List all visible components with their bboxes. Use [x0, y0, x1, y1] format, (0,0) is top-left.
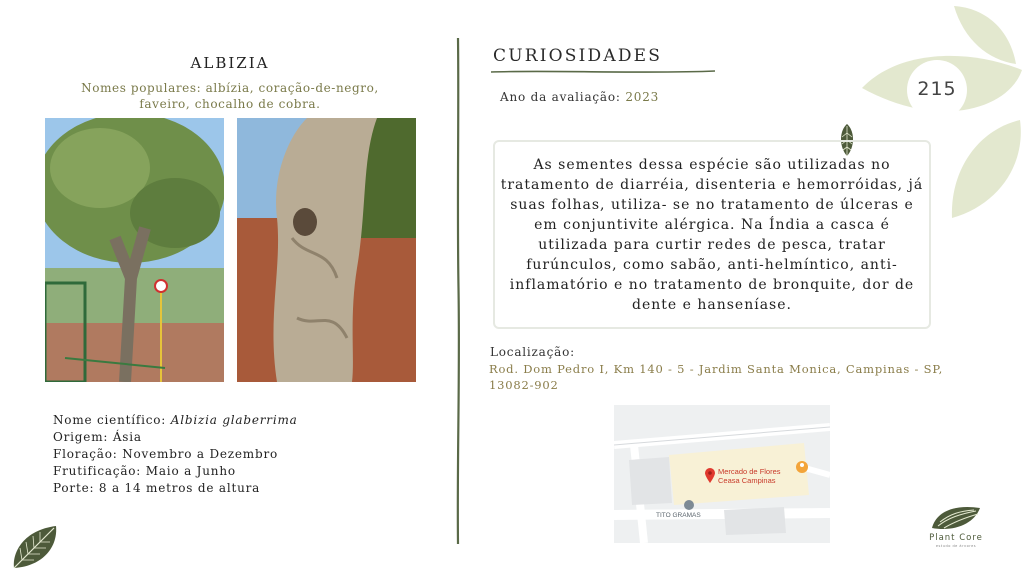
plant-core-logo — [930, 502, 982, 532]
page-number: 215 — [917, 78, 957, 100]
map-pin-icon — [705, 468, 715, 483]
location-address: Rod. Dom Pedro I, Km 140 - 5 - Jardim Santa Monica, Campinas - SP, 13082-902 — [489, 362, 944, 392]
brand-tagline: estudo de árvores — [935, 544, 977, 548]
origin: Origem: Ásia — [53, 430, 142, 444]
location-label: Localização: — [490, 345, 575, 359]
popular-names: Nomes populares: albízia, coração-de-negro, faveiro, chocalho de cobra. — [81, 81, 379, 111]
curiosities-title: CURIOSIDADES — [493, 46, 663, 66]
location-map[interactable] — [614, 405, 830, 543]
title-underline — [491, 68, 715, 76]
evaluation-year: Ano da avaliação: 2023 — [500, 90, 660, 104]
size: Porte: 8 a 14 metros de altura — [53, 481, 261, 495]
fruiting: Frutificação: Maio a Junho — [53, 464, 236, 478]
map-nearby-label: TITO GRAMAS — [656, 512, 701, 519]
scientific-name: Nome científico: Albizia glaberrima — [53, 413, 298, 427]
map-place-label: Mercado de Flores Ceasa Campinas — [718, 467, 781, 485]
species-title: ALBIZIA — [190, 54, 270, 72]
brand-name: Plant Core — [929, 533, 983, 543]
flowering: Floração: Novembro a Dezembro — [53, 447, 279, 461]
curiosities-text: As sementes dessa espécie são utilizadas no tratamento de diarréia, disenteria e hemorróidas, já suas folhas, utiliza- se no tratamento de úlceras e em conjuntivite alérgica. Na Índia a casca é utilizada para curtir redes de pesca, tratar furúnculos, como sabão, anti-helmíntico, anti-inflamatório e no tratamento de bronquite, dor de dente e hanseníase. — [500, 157, 924, 313]
species-facts — [53, 412, 298, 497]
leaf-icon — [10, 522, 60, 572]
column-divider — [454, 38, 462, 544]
trunk-photo — [237, 118, 416, 382]
tree-photo — [45, 118, 224, 382]
